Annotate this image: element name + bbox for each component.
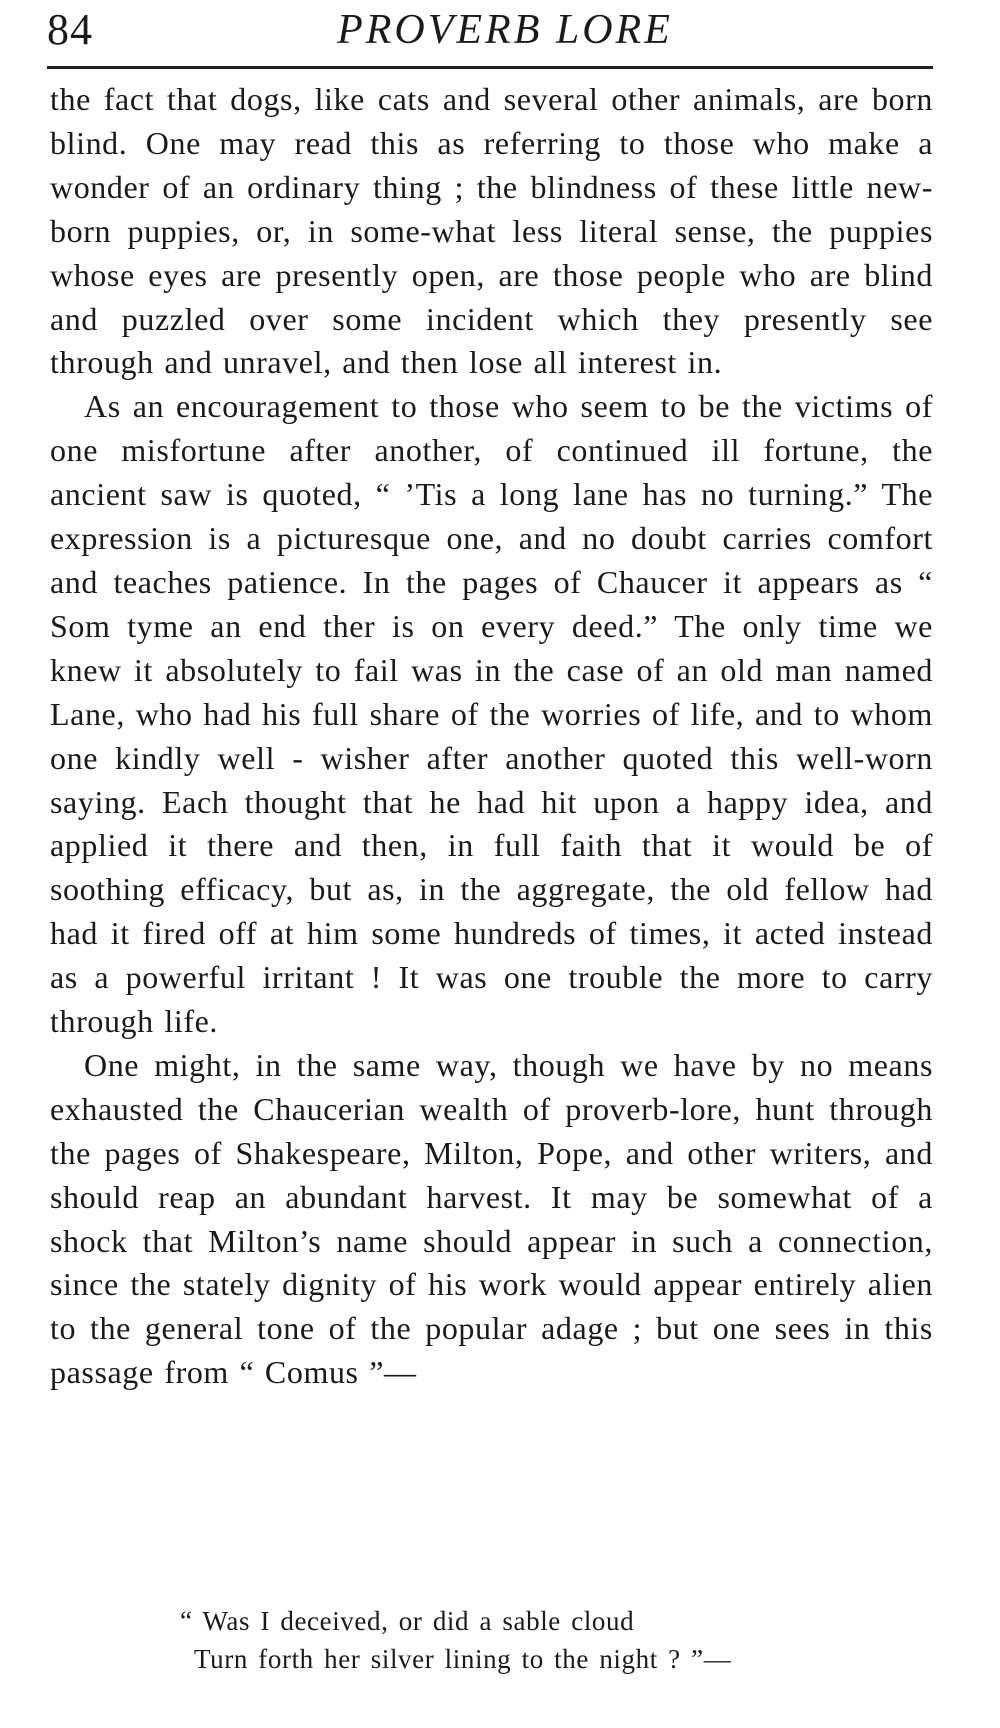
verse-quote	[180, 1602, 900, 1678]
verse-line-2: Turn forth her silver lining to the night ? ”—	[194, 1644, 732, 1674]
paragraph-2: As an encouragement to those who seem to be the victims of one misfortune after another, of continued ill fortune, the ancient saw is quoted, “ ’Tis a long lane has no turning.” The expression is a picturesque one, and no doubt carries comfort and teaches patience. In the pages of Chaucer it appears as “ Som tyme an end ther is on every deed.” The only time we knew it absolutely to fail was in the case of an old man named Lane, who had his full share of the worries of life, and to whom one kindly well - wisher after another quoted this well-worn saying. Each thought that he had hit upon a happy idea, and applied it there and then, in full faith that it would be of soothing efficacy, but as, in the aggregate, the old fellow had had it fired off at him some hundreds of times, it acted instead as a powerful irritant ! It was one trouble the more to carry through life.	[50, 388, 933, 1040]
paragraph-3: One might, in the same way, though we have by no means exhausted the Chaucerian wealth of proverb-lore, hunt through the pages of Shakespeare, Milton, Pope, and other writers, and should reap an abundant harvest. It may be somewhat of a shock that Milton’s name should appear in such a connection, since the stately dignity of his work would appear entirely alien to the general tone of the popular adage ; but one sees in this passage from “ Comus ”—	[50, 1046, 933, 1391]
header-rule	[47, 66, 933, 69]
page-number: 84	[47, 5, 93, 54]
body-text	[50, 78, 933, 1395]
verse-line-1: “ Was I deceived, or did a sable cloud	[180, 1606, 635, 1636]
running-head	[47, 2, 933, 62]
running-title: PROVERB LORE	[337, 7, 673, 53]
paragraph-1: the fact that dogs, like cats and several other animals, are born blind. One may read this as referring to those who make a wonder of an ordinary thing ; the blindness of these little new-born puppies, or, in some-what less literal sense, the puppies whose eyes are presently open, are those people who are blind and puzzled over some incident which they presently see through and unravel, and then lose all interest in.	[50, 81, 933, 381]
